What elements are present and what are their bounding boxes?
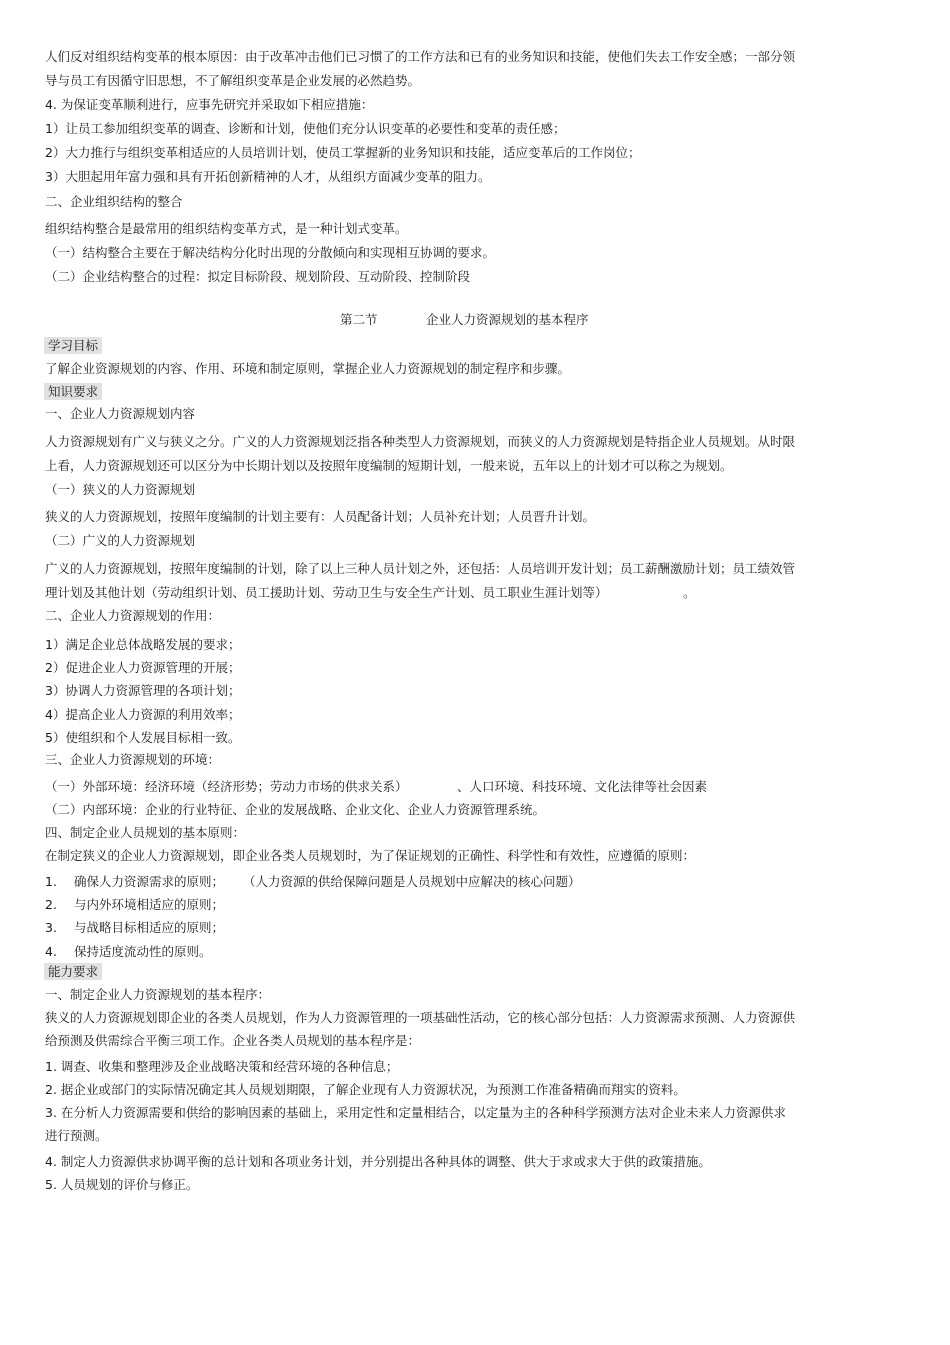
list-item-number: 3. bbox=[45, 920, 57, 935]
section-heading: 三、企业人力资源规划的环境： bbox=[45, 752, 221, 767]
list-item: （二）企业结构整合的过程：拟定目标阶段、规划阶段、互动阶段、控制阶段 bbox=[45, 269, 471, 284]
paragraph-line: 理计划及其他计划（劳动组织计划、员工援助计划、劳动卫生与安全生产计划、员工职业生涯计划等） bbox=[45, 585, 608, 600]
paragraph-line: 广义的人力资源规划，按照年度编制的计划，除了以上三种人员计划之外，还包括：人员培训开发计划；员工薪酬激励计划；员工绩效管 bbox=[45, 561, 796, 576]
list-item: 2. 据企业或部门的实际情况确定其人员规划期限，了解企业现有人力资源状况，为预测工作准备精确而翔实的资料。 bbox=[45, 1082, 686, 1097]
section-title: 企业人力资源规划的基本程序 bbox=[426, 312, 589, 327]
section-heading: 四、制定企业人员规划的基本原则： bbox=[45, 825, 246, 840]
list-item-number: 1. bbox=[45, 874, 57, 889]
list-item-number: 4. bbox=[45, 944, 57, 959]
list-heading: 4. 为保证变革顺利进行，应事先研究并采取如下相应措施： bbox=[45, 97, 374, 112]
paragraph-line: 在制定狭义的企业人力资源规划，即企业各类人员规划时，为了保证规划的正确性、科学性和有效性，应遵循的原则： bbox=[45, 848, 696, 863]
paragraph-line: 给预测及供需综合平衡三项工作。企业各类人员规划的基本程序是： bbox=[45, 1033, 421, 1048]
list-item: 1）让员工参加组织变革的调查、诊断和计划，使他们充分认识变革的必要性和变革的责任感； bbox=[45, 121, 566, 136]
list-item: 1. 调查、收集和整理涉及企业战略决策和经营环境的各种信息； bbox=[45, 1059, 399, 1074]
paragraph-line: 上看，人力资源规划还可以区分为中长期计划以及按照年度编制的短期计划，一般来说，五年以上的计划才可以称之为规划。 bbox=[45, 458, 733, 473]
list-item-continuation: 、人口环境、科技环境、文化法律等社会因素 bbox=[457, 779, 708, 794]
section-heading: 二、企业人力资源规划的作用： bbox=[45, 608, 221, 623]
paragraph-line: 狭义的人力资源规划，按照年度编制的计划主要有：人员配备计划；人员补充计划；人员晋升计划。 bbox=[45, 509, 596, 524]
list-item-number: 2. bbox=[45, 897, 57, 912]
list-item: 与战略目标相适应的原则； bbox=[74, 920, 225, 935]
list-item: （二）内部环境：企业的行业特征、企业的发展战略、企业文化、企业人力资源管理系统。 bbox=[45, 802, 546, 817]
list-item: 2）大力推行与组织变革相适应的人员培训计划，使员工掌握新的业务知识和技能，适应变革后的工作岗位； bbox=[45, 145, 641, 160]
list-item: 4. 制定人力资源供求协调平衡的总计划和各项业务计划，并分别提出各种具体的调整、供大于求或求大于供的政策措施。 bbox=[45, 1154, 711, 1169]
list-item: 保持适度流动性的原则。 bbox=[74, 944, 212, 959]
section-heading: 二、企业组织结构的整合 bbox=[45, 194, 183, 209]
list-item: 4）提高企业人力资源的利用效率； bbox=[45, 707, 241, 722]
list-item: 与内外环境相适应的原则； bbox=[74, 897, 225, 912]
paragraph-line: 了解企业资源规划的内容、作用、环境和制定原则，掌握企业人力资源规划的制定程序和步骤。 bbox=[45, 361, 571, 376]
subsection-heading: （二）广义的人力资源规划 bbox=[45, 533, 196, 548]
paragraph-line: 狭义的人力资源规划即企业的各类人员规划，作为人力资源管理的一项基础性活动，它的核心部分包括：人力资源需求预测、人力资源供 bbox=[45, 1010, 796, 1025]
paragraph-line: 导与员工有因循守旧思想，不了解组织变革是企业发展的必然趋势。 bbox=[45, 73, 421, 88]
section-heading: 一、企业人力资源规划内容 bbox=[45, 406, 196, 421]
paragraph-line: 人力资源规划有广义与狭义之分。广义的人力资源规划泛指各种类型人力资源规划，而狭义的人力资源规划是特指企业人员规划。从时限 bbox=[45, 434, 796, 449]
list-item: 3）大胆起用年富力强和具有开拓创新精神的人才，从组织方面减少变革的阻力。 bbox=[45, 169, 491, 184]
paragraph-line: 人们反对组织结构变革的根本原因：由于改革冲击他们已习惯了的工作方法和已有的业务知识和技能，使他们失去工作安全感；一部分领 bbox=[45, 49, 796, 64]
paragraph-line: 组织结构整合是最常用的组织结构变革方式，是一种计划式变革。 bbox=[45, 221, 408, 236]
list-item: （一）外部环境：经济环境（经济形势；劳动力市场的供求关系） bbox=[45, 779, 408, 794]
section-heading: 一、制定企业人力资源规划的基本程序： bbox=[45, 987, 271, 1002]
list-item: 3）协调人力资源管理的各项计划； bbox=[45, 683, 241, 698]
subsection-heading: （一）狭义的人力资源规划 bbox=[45, 482, 196, 497]
list-item: 3. 在分析人力资源需要和供给的影响因素的基础上，采用定性和定量相结合，以定量为主的各种科学预测方法对企业未来人力资源供求 bbox=[45, 1105, 786, 1120]
ability-requirements-tag: 能力要求 bbox=[44, 963, 102, 980]
list-item: 2）促进企业人力资源管理的开展； bbox=[45, 660, 241, 675]
knowledge-requirements-tag: 知识要求 bbox=[44, 383, 102, 400]
section-number: 第二节 bbox=[340, 312, 378, 327]
list-item: 5）使组织和个人发展目标相一致。 bbox=[45, 730, 241, 745]
list-item-continuation: 进行预测。 bbox=[45, 1128, 108, 1143]
list-item: 1）满足企业总体战略发展的要求； bbox=[45, 637, 241, 652]
learning-goals-tag: 学习目标 bbox=[44, 337, 102, 354]
paragraph-end-mark: 。 bbox=[683, 585, 696, 600]
list-item: （一）结构整合主要在于解决结构分化时出现的分散倾向和实现相互协调的要求。 bbox=[45, 245, 496, 260]
list-item: 5. 人员规划的评价与修正。 bbox=[45, 1177, 199, 1192]
list-item: 确保人力资源需求的原则； bbox=[74, 874, 225, 889]
list-item-note: （人力资源的供给保障问题是人员规划中应解决的核心问题） bbox=[243, 874, 581, 889]
